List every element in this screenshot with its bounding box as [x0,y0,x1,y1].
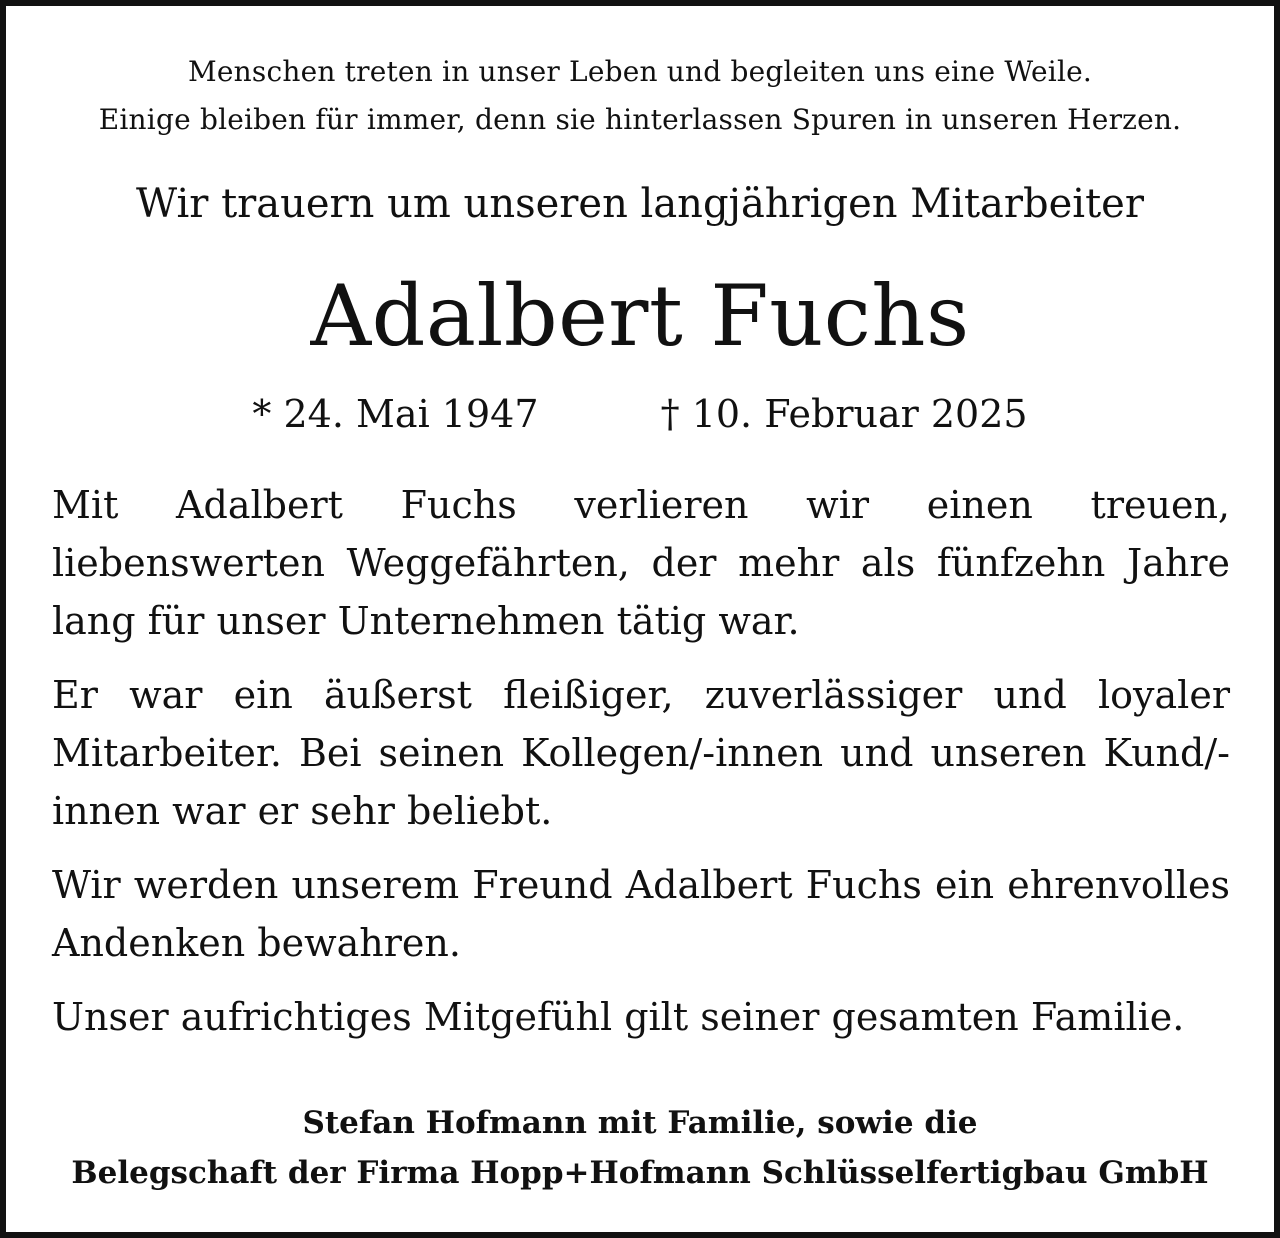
death-date: † 10. Februar 2025 [660,392,1028,436]
life-dates [6,386,1274,442]
motto-line-1: Menschen treten in unser Leben und begleiten uns eine Weile. [188,55,1092,88]
tribute-text [52,476,1230,1062]
birth-date: * 24. Mai 1947 [252,392,539,436]
tribute-paragraph: Er war ein äußerst fleißiger, zuverlässiger und loyaler Mitarbeiter. Bei seinen Kollegen/-innen und unseren Kund/-innen war er sehr beliebt. [52,673,1230,833]
tribute-paragraph: Unser aufrichtiges Mitgefühl gilt seiner gesamten Familie. [52,995,1185,1039]
motto-line-2: Einige bleiben für immer, denn sie hinterlassen Spuren in unseren Herzen. [98,103,1182,136]
motto [6,48,1274,144]
tribute-paragraph: Mit Adalbert Fuchs verlieren wir einen treuen, liebenswerten Weggefährten, der mehr als fünfzehn Jahre lang für unser Unternehmen tätig war. [52,483,1230,643]
signature-line-1: Stefan Hofmann mit Familie, sowie die [302,1105,978,1141]
intro-line: Wir trauern um unseren langjährigen Mitarbeiter [136,181,1144,227]
signature-line-2: Belegschaft der Firma Hopp+Hofmann Schlüsselfertigbau GmbH [71,1155,1209,1191]
signature-block [6,1098,1274,1198]
tribute-paragraph: Wir werden unserem Freund Adalbert Fuchs ein ehrenvolles Andenken bewahren. [52,863,1230,965]
deceased-name: Adalbert Fuchs [310,267,970,365]
